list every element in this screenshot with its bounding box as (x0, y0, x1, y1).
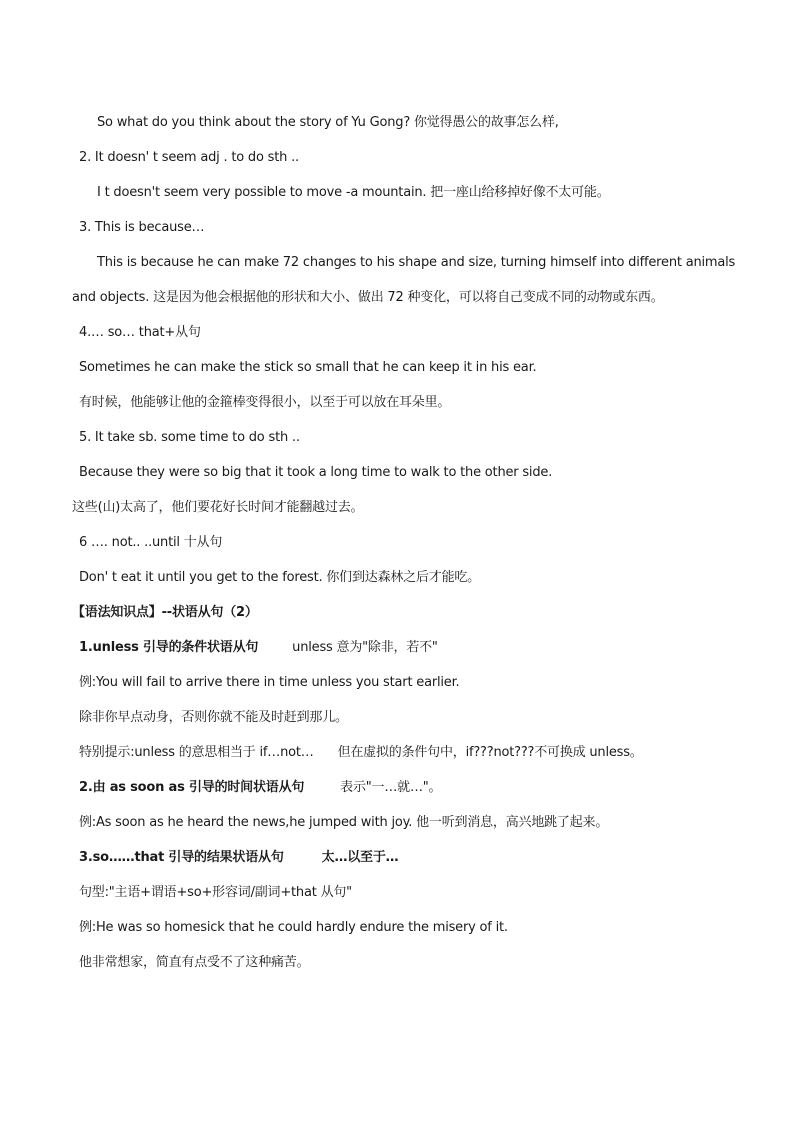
grammar-point-title: 2.由 as soon as 引导的时间状语从句 (79, 780, 305, 795)
special-tip-part1: 特别提示:unless 的意思相当于 if…not… (79, 745, 314, 760)
special-tip (79, 744, 643, 762)
grammar-point-2 (79, 779, 441, 797)
text-line: 有时候，他能够让他的金箍棒变得很小，以至于可以放在耳朵里。 (79, 395, 451, 410)
text-line: Because they were so big that it took a long time to walk to the other side. (79, 465, 553, 480)
text-line: 例:As soon as he heard the news,he jumped with joy. 他一听到消息，高兴地跳了起来。 (79, 815, 609, 830)
text-line: This is because he can make 72 changes to his shape and size, turning himself into different animals (97, 255, 736, 270)
section-heading: 【语法知识点】--状语从句（2） (72, 605, 258, 620)
text-line: 3. This is because… (79, 220, 205, 235)
text-line: Sometimes he can make the stick so small that he can keep it in his ear. (79, 360, 537, 375)
grammar-point-note: 表示"一…就…"。 (340, 780, 442, 795)
grammar-point-title: 3.so……that 引导的结果状语从句 (79, 850, 284, 865)
grammar-point-1 (79, 639, 438, 657)
text-line: 例:You will fail to arrive there in time unless you start earlier. (79, 675, 460, 690)
text-line: I t doesn't seem very possible to move -a mountain. 把一座山给移掉好像不太可能。 (97, 185, 610, 200)
text-line: 这些(山)太高了，他们要花好长时间才能翻越过去。 (72, 500, 364, 515)
text-line: So what do you think about the story of Yu Gong? 你觉得愚公的故事怎么样, (97, 115, 559, 130)
special-tip-part2: 但在虚拟的条件句中，if???not???不可换成 unless。 (337, 745, 643, 760)
text-line: 除非你早点动身，否则你就不能及时赶到那儿。 (79, 710, 348, 725)
text-line: 他非常想家，简直有点受不了这种痛苦。 (79, 955, 310, 970)
text-line: 6 …. not.. ..until 十从句 (79, 535, 223, 550)
text-line: 5. It take sb. some time to do sth .. (79, 430, 300, 445)
grammar-point-note: unless 意为"除非，若不" (292, 640, 438, 655)
text-line: Don' t eat it until you get to the forest. 你们到达森林之后才能吃。 (79, 570, 480, 585)
text-line: and objects. 这是因为他会根据他的形状和大小、做出 72 种变化，可以将自己变成不同的动物或东西。 (72, 290, 664, 305)
text-line: 例:He was so homesick that he could hardly endure the misery of it. (79, 920, 508, 935)
text-line: 2. It doesn' t seem adj . to do sth .. (79, 150, 299, 165)
text-line: 句型:"主语+谓语+so+形容词/副词+that 从句" (79, 885, 352, 900)
grammar-point-3 (79, 849, 398, 867)
grammar-point-note: 太…以至于… (321, 850, 399, 865)
grammar-point-title: 1.unless 引导的条件状语从句 (79, 640, 259, 655)
text-line: 4.… so… that+从句 (79, 325, 201, 340)
